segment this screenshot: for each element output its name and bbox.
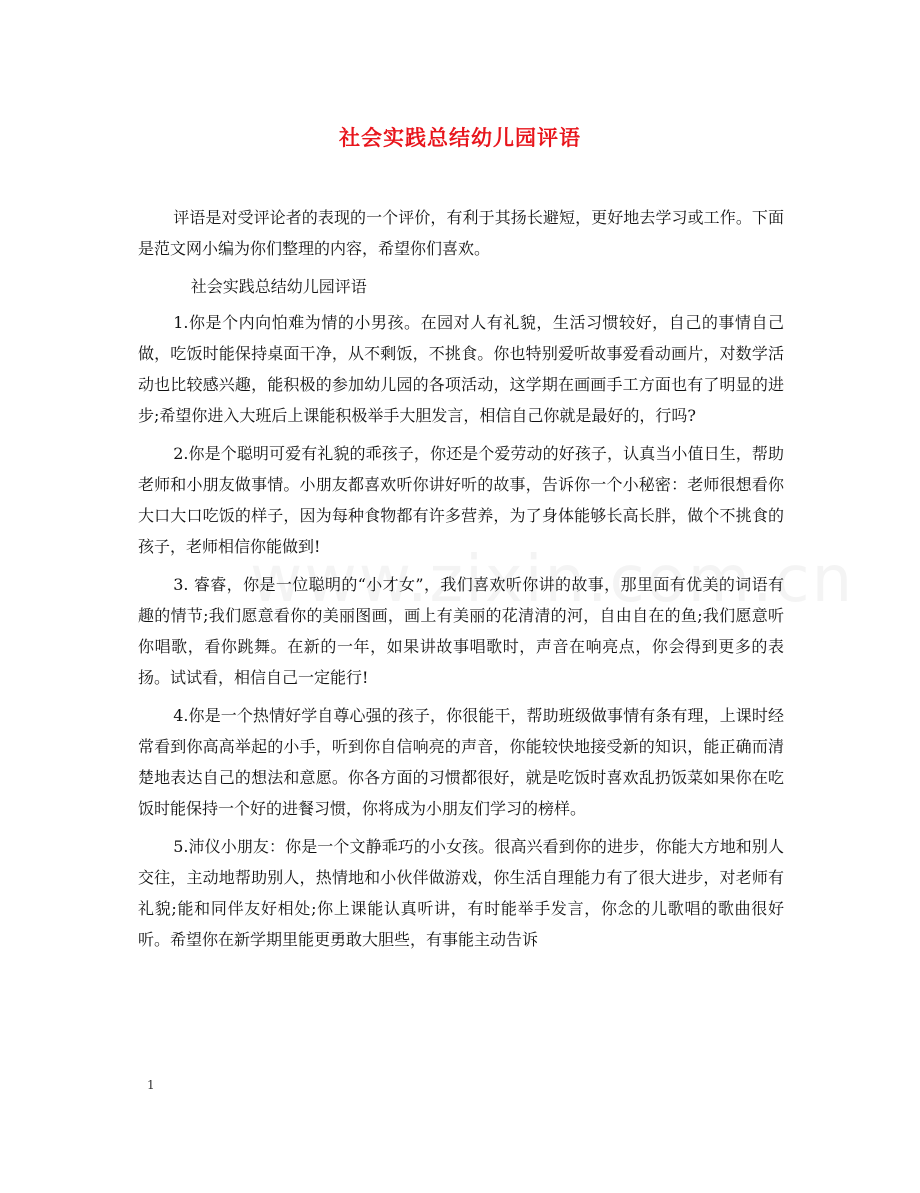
comment-paragraph-5: 5.沛仪小朋友：你是一个文静乖巧的小女孩。很高兴看到你的进步，你能大方地和别人交往，主动地帮助别人，热情地和小伙伴做游戏，你生活自理能力有了很大进步，对老师有礼貌;能和同伴友好相处;你上课能认真听讲，有时能举手发言，你念的儿歌唱的歌曲很好听。希望你在新学期里能更勇敢大胆些，有事能主动告诉 bbox=[138, 837, 784, 949]
subheading: 社会实践总结幼儿园评语 bbox=[190, 277, 367, 296]
comment-paragraph-3: 3. 睿睿，你是一位聪明的“小才女”，我们喜欢听你讲的故事，那里面有优美的词语有趣的情节;我们愿意看你的美丽图画，画上有美丽的花清清的河，自由自在的鱼;我们愿意听你唱歌，看你跳舞。在新的一年，如果讲故事唱歌时，声音在响亮点，你会得到更多的表扬。试试看，相信自己一定能行! bbox=[138, 575, 784, 687]
comment-paragraph-1: 1.你是个内向怕难为情的小男孩。在园对人有礼貌，生活习惯较好，自己的事情自己做，吃饭时能保持桌面干净，从不剩饭，不挑食。你也特别爱听故事爱看动画片，对数学活动也比较感兴趣，能积极的参加幼儿园的各项活动，这学期在画画手工方面也有了明显的进步;希望你进入大班后上课能积极举手大胆发言，相信自己你就是最好的，行吗? bbox=[138, 313, 784, 425]
intro-paragraph: 评语是对受评论者的表现的一个评价，有利于其扬长避短，更好地去学习或工作。下面是范文网小编为你们整理的内容，希望你们喜欢。 bbox=[138, 208, 784, 258]
page-number: 1 bbox=[147, 1078, 155, 1092]
document-title: 社会实践总结幼儿园评语 bbox=[339, 125, 581, 150]
comment-paragraph-4: 4.你是一个热情好学自尊心强的孩子，你很能干，帮助班级做事情有条有理，上课时经常看到你高高举起的小手，听到你自信响亮的声音，你能较快地接受新的知识，能正确而清楚地表达自己的想法和意愿。你各方面的习惯都很好，就是吃饭时喜欢乱扔饭菜如果你在吃饭时能保持一个好的进餐习惯，你将成为小朋友们学习的榜样。 bbox=[138, 706, 784, 818]
document-body bbox=[138, 202, 784, 962]
comment-paragraph-2: 2.你是个聪明可爱有礼貌的乖孩子，你还是个爱劳动的好孩子，认真当小值日生，帮助老师和小朋友做事情。小朋友都喜欢听你讲好听的故事，告诉你一个小秘密：老师很想看你大口大口吃饭的样子，因为每种食物都有许多营养，为了身体能够长高长胖，做个不挑食的孩子，老师相信你能做到! bbox=[138, 444, 784, 556]
